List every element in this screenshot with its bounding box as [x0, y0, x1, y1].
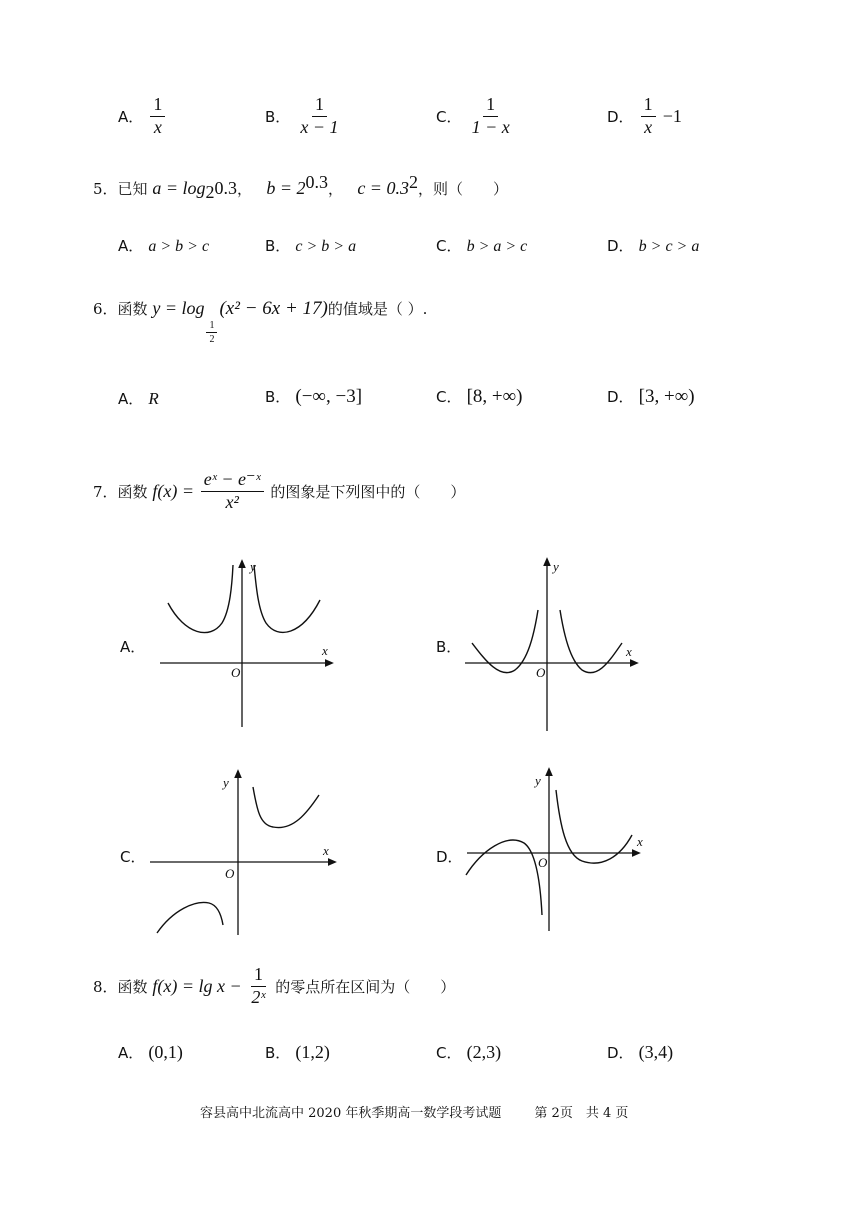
- option-label: D．: [607, 237, 634, 255]
- graph-d: [462, 765, 657, 935]
- question-number: 6．: [93, 300, 118, 318]
- stem-suffix: ，则（ ）: [417, 180, 508, 198]
- option-text: (1,2): [295, 1042, 330, 1062]
- fraction: [469, 95, 513, 138]
- x-axis-label: x: [323, 843, 329, 858]
- denominator: x²: [225, 491, 239, 512]
- option-label: B．: [265, 237, 291, 255]
- option-label: A．: [118, 390, 144, 408]
- graph-a: [150, 555, 340, 735]
- q6-option-d: [607, 386, 695, 408]
- option-text: (0,1): [148, 1042, 183, 1062]
- q6-option-b: [265, 386, 362, 408]
- x-axis-label: x: [637, 834, 643, 849]
- stem-prefix: 函数: [117, 977, 148, 996]
- denominator: x: [153, 116, 162, 137]
- q5-option-c: [436, 235, 527, 256]
- option-label: A．: [118, 1044, 144, 1062]
- graph-a-label: A．: [120, 638, 146, 656]
- q4-option-c: [436, 95, 515, 138]
- fraction: [150, 95, 165, 138]
- fraction: [641, 95, 656, 138]
- stem-prefix: 函数: [117, 300, 148, 318]
- option-text: (3,4): [638, 1042, 674, 1062]
- log-base-fraction: [206, 320, 217, 345]
- option-text: b > c > a: [638, 238, 700, 255]
- option-text: [8, +∞): [466, 386, 523, 407]
- origin-label: O: [225, 866, 235, 881]
- fraction: [201, 470, 264, 513]
- y-axis-label: y: [553, 559, 559, 574]
- stem-suffix: 的值域是（ ）.: [327, 300, 428, 318]
- q6-option-a: [118, 388, 159, 409]
- origin-label: O: [538, 855, 548, 870]
- option-text: a > b > c: [148, 238, 210, 255]
- numerator: 1: [206, 320, 217, 333]
- graph-c-label: C．: [120, 848, 146, 866]
- stem-suffix: 的零点所在区间为（ ）: [275, 977, 456, 996]
- curve-right: [253, 787, 319, 828]
- q8-stem: [93, 965, 455, 1008]
- q6-option-c: [436, 386, 523, 408]
- option-label: C．: [436, 237, 462, 255]
- denominator: 1 − x: [471, 116, 510, 137]
- option-label: C．: [436, 1044, 462, 1062]
- origin-label: O: [231, 665, 241, 680]
- numerator: 1: [483, 95, 498, 117]
- option-label: D．: [607, 388, 634, 406]
- option-label: A．: [118, 237, 144, 255]
- q4-option-d: [607, 95, 682, 138]
- option-label: B．: [265, 388, 291, 406]
- option-text: [3, +∞): [638, 386, 695, 407]
- fraction: [248, 965, 268, 1008]
- q6-stem: [93, 298, 427, 345]
- math-lhs: f(x) =: [152, 480, 194, 501]
- numerator: eˣ − e⁻ˣ: [201, 470, 264, 492]
- option-tail: −1: [662, 105, 682, 126]
- option-label: B．: [265, 1044, 291, 1062]
- denominator: x: [644, 116, 653, 137]
- q5-option-b: [265, 235, 356, 256]
- q7-stem: [93, 470, 465, 513]
- x-axis-label: x: [626, 644, 632, 659]
- q8-option-c: [436, 1042, 501, 1063]
- q5-stem: 5．已知 $a = \log_20.3$， $b = 2^{0.3}$， $c = 0.3^2$，则（ ）: [93, 172, 508, 202]
- question-number: 7．: [93, 482, 118, 501]
- numerator: 1: [150, 95, 165, 117]
- numerator: 1: [251, 965, 266, 987]
- footer-title: 容县高中北流高中 2020 年秋季期高一数学段考试题: [200, 1106, 502, 1121]
- option-text: (−∞, −3]: [295, 386, 363, 407]
- q4-option-b: [265, 95, 344, 138]
- y-axis-label: y: [223, 775, 229, 790]
- exponent: 2: [408, 172, 418, 192]
- option-text: b > a > c: [466, 238, 528, 255]
- math-lhs: f(x) = lg x −: [152, 975, 242, 996]
- graph-b-label: B．: [436, 638, 462, 656]
- question-number: 5．: [93, 180, 118, 198]
- graph-d-label: D．: [436, 848, 463, 866]
- math-c: c = 0.3: [357, 178, 409, 198]
- math-lhs: y = log: [152, 298, 205, 318]
- log-arg: (x² − 6x + 17): [219, 298, 328, 319]
- curve-left: [157, 902, 223, 933]
- option-text: (2,3): [466, 1042, 502, 1062]
- curve-left: [466, 840, 542, 915]
- math-b: b = 2: [266, 178, 306, 198]
- x-axis-label: x: [322, 643, 328, 658]
- y-axis-label: y: [250, 559, 256, 574]
- q5-option-a: [118, 235, 209, 256]
- footer-page-number: 第 2页 共 4 页: [534, 1106, 629, 1121]
- stem-suffix: 的图象是下列图中的（ ）: [270, 482, 466, 501]
- math-a: a = log: [152, 178, 206, 198]
- option-label: D．: [607, 1044, 634, 1062]
- y-axis-label: y: [535, 773, 541, 788]
- numerator: 1: [641, 95, 656, 117]
- log-arg: 0.3: [214, 178, 237, 198]
- denominator: 2ˣ: [251, 986, 266, 1007]
- option-label: B．: [265, 107, 291, 126]
- q8-option-d: [607, 1042, 673, 1063]
- curve-right: [254, 565, 320, 632]
- origin-label: O: [536, 665, 546, 680]
- question-number: 8．: [93, 977, 118, 996]
- log-base: 2: [205, 182, 215, 202]
- graph-c: [145, 765, 340, 940]
- denominator: 2: [209, 334, 215, 345]
- curve-right: [556, 790, 632, 863]
- exponent: 0.3: [305, 172, 328, 192]
- option-label: A．: [118, 107, 144, 126]
- option-text: c > b > a: [295, 238, 357, 255]
- option-label: D．: [607, 107, 634, 126]
- denominator: x − 1: [300, 116, 339, 137]
- option-text: R: [148, 389, 159, 408]
- stem-prefix: 已知: [117, 180, 148, 198]
- option-label: C．: [436, 107, 462, 126]
- numerator: 1: [312, 95, 327, 117]
- page-footer: [200, 1102, 628, 1121]
- q8-option-a: [118, 1042, 183, 1063]
- fraction: [297, 95, 341, 138]
- q8-option-b: [265, 1042, 330, 1063]
- curve-left: [168, 565, 233, 633]
- q5-option-d: [607, 235, 699, 256]
- option-label: C．: [436, 388, 462, 406]
- graph-b: [460, 555, 650, 735]
- q4-option-a: [118, 95, 167, 138]
- stem-prefix: 函数: [117, 482, 148, 501]
